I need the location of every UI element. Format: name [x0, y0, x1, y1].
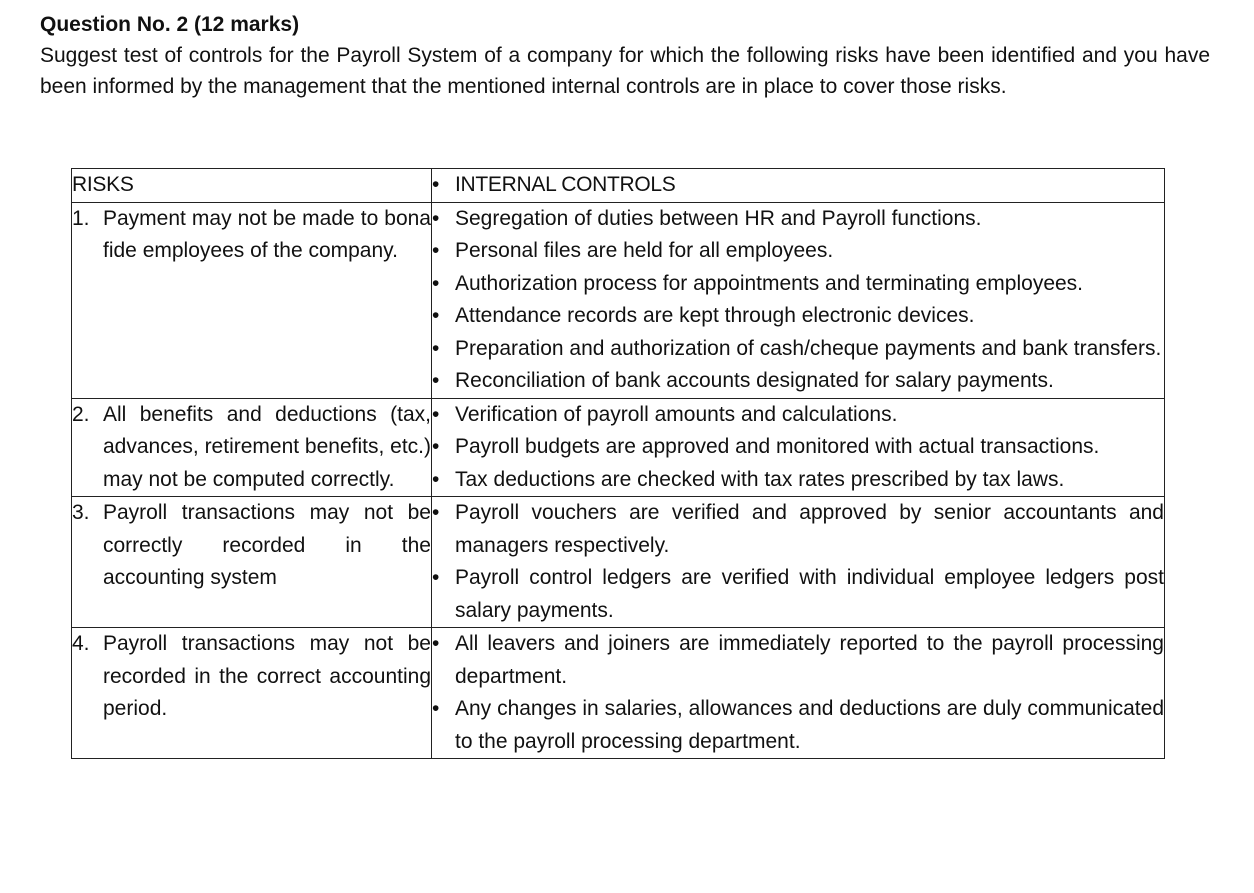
risk-cell: [72, 202, 432, 398]
risk-number: 3.: [72, 501, 90, 524]
question-title: Question No. 2 (12 marks): [40, 13, 300, 36]
control-item: [432, 235, 1164, 268]
bullet-icon: •: [432, 239, 440, 262]
bullet-icon: •: [432, 467, 440, 491]
control-text: Segregation of duties between HR and Payroll functions.: [455, 206, 982, 230]
risk-number: 4.: [72, 632, 90, 655]
control-text: Payroll budgets are approved and monitored with actual transactions.: [455, 435, 1100, 458]
bullet-icon: •: [432, 206, 440, 230]
table-row: [72, 202, 1165, 398]
control-item: [432, 464, 1164, 497]
risks-controls-table: [71, 168, 1165, 759]
bullet-icon: •: [432, 697, 440, 720]
control-text: Any changes in salaries, allowances and deductions are duly communicated to the payroll processing department.: [455, 697, 1164, 753]
table-body: [72, 202, 1165, 759]
bullet-icon: •: [432, 173, 440, 196]
bullet-icon: •: [432, 566, 440, 589]
risk-text: All benefits and deductions (tax, advances, retirement benefits, etc.) may not be computed correctly.: [103, 402, 431, 491]
control-item: [432, 203, 1164, 236]
control-item: [432, 562, 1164, 627]
bullet-icon: •: [432, 402, 440, 426]
risk-item: [72, 497, 431, 595]
risk-number: 1.: [72, 206, 90, 230]
table-header-row: [72, 169, 1165, 203]
bullet-icon: •: [432, 501, 440, 524]
question-block: [40, 10, 1210, 102]
table-row: [72, 497, 1165, 628]
control-item: [432, 399, 1164, 432]
risk-text: Payroll transactions may not be correctly recorded in the accounting system: [103, 501, 431, 589]
question-text: Suggest test of controls for the Payroll System of a company for which the following risks have been identified and you have been informed by the management that the mentioned internal controls are in place to cover those risks.: [40, 44, 1210, 98]
control-text: Payroll control ledgers are verified with individual employee ledgers post salary payments.: [455, 566, 1164, 622]
risks-header: RISKS: [72, 169, 432, 203]
risk-item: [72, 628, 431, 726]
risk-cell: [72, 628, 432, 759]
risk-item: [72, 203, 431, 268]
control-text: Authorization process for appointments and terminating employees.: [455, 271, 1084, 295]
control-item: [432, 268, 1164, 301]
bullet-icon: •: [432, 435, 440, 458]
control-item: [432, 628, 1164, 693]
control-text: Verification of payroll amounts and calculations.: [455, 402, 898, 426]
table-row: [72, 398, 1165, 497]
control-text: Attendance records are kept through electronic devices.: [455, 304, 975, 327]
control-item: [432, 300, 1164, 333]
control-text: All leavers and joiners are immediately reported to the payroll processing department.: [455, 632, 1164, 688]
controls-cell: [432, 398, 1165, 497]
control-text: Preparation and authorization of cash/cheque payments and bank transfers.: [455, 336, 1162, 360]
control-item: [432, 333, 1164, 366]
internal-controls-header-label: INTERNAL CONTROLS: [455, 173, 676, 196]
risk-item: [72, 399, 431, 497]
control-item: [432, 431, 1164, 464]
controls-cell: [432, 497, 1165, 628]
bullet-icon: •: [432, 632, 440, 655]
risk-text: Payroll transactions may not be recorded in the correct accounting period.: [103, 632, 431, 720]
table-row: [72, 628, 1165, 759]
control-item: [432, 365, 1164, 398]
controls-cell: [432, 628, 1165, 759]
control-item: [432, 693, 1164, 758]
internal-controls-header: [432, 169, 1165, 203]
risk-text: Payment may not be made to bona fide employees of the company.: [103, 206, 431, 262]
control-text: Reconciliation of bank accounts designated for salary payments.: [455, 369, 1054, 392]
risk-number: 2.: [72, 402, 90, 426]
control-item: [432, 497, 1164, 562]
risk-cell: [72, 497, 432, 628]
control-text: Tax deductions are checked with tax rates prescribed by tax laws.: [455, 467, 1065, 491]
bullet-icon: •: [432, 369, 440, 392]
controls-cell: [432, 202, 1165, 398]
bullet-icon: •: [432, 304, 440, 327]
risk-cell: [72, 398, 432, 497]
control-text: Personal files are held for all employees.: [455, 239, 834, 262]
control-text: Payroll vouchers are verified and approved by senior accountants and managers respectively.: [455, 501, 1164, 557]
bullet-icon: •: [432, 336, 440, 360]
bullet-icon: •: [432, 271, 440, 295]
